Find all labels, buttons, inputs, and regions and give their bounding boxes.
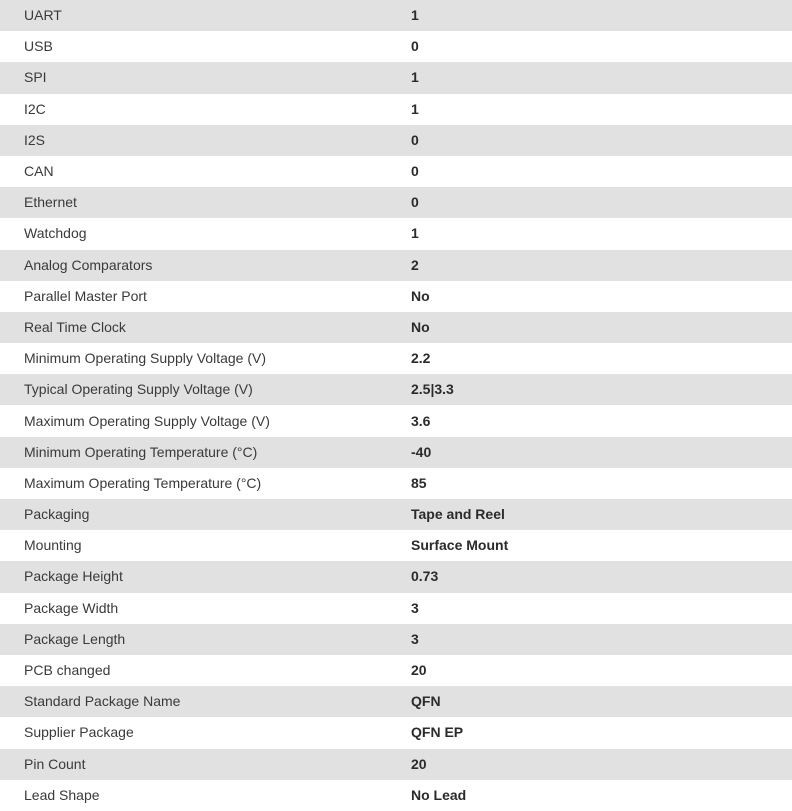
spec-value: 1 xyxy=(411,225,419,242)
spec-value: -40 xyxy=(411,443,432,460)
spec-value: 3.6 xyxy=(411,412,431,429)
spec-row xyxy=(0,312,792,343)
spec-value: QFN EP xyxy=(411,724,464,741)
spec-label: Watchdog xyxy=(24,225,87,242)
spec-value: No xyxy=(411,287,430,304)
spec-row xyxy=(0,218,792,249)
spec-value: 20 xyxy=(411,662,427,679)
spec-label: USB xyxy=(24,38,53,55)
spec-row xyxy=(0,624,792,655)
spec-row xyxy=(0,125,792,156)
spec-value: No Lead xyxy=(411,786,467,803)
spec-label: Packaging xyxy=(24,506,90,523)
spec-value: 2.5|3.3 xyxy=(411,381,454,398)
spec-label: UART xyxy=(24,7,62,24)
spec-row xyxy=(0,343,792,374)
spec-label: Minimum Operating Temperature (°C) xyxy=(24,443,258,460)
spec-value: 85 xyxy=(411,474,427,491)
spec-label: I2C xyxy=(24,100,46,117)
spec-label: Package Width xyxy=(24,599,119,616)
spec-label: Package Height xyxy=(24,568,123,585)
spec-value: 3 xyxy=(411,630,419,647)
spec-label: Typical Operating Supply Voltage (V) xyxy=(24,381,253,398)
spec-row xyxy=(0,281,792,312)
spec-value: 0 xyxy=(411,194,419,211)
spec-row xyxy=(0,499,792,530)
spec-row xyxy=(0,374,792,405)
spec-label: Minimum Operating Supply Voltage (V) xyxy=(24,350,266,367)
spec-value: 0 xyxy=(411,38,419,55)
spec-value: QFN xyxy=(411,693,441,710)
spec-label: Standard Package Name xyxy=(24,693,181,710)
spec-value: 2 xyxy=(411,256,419,273)
spec-label: Analog Comparators xyxy=(24,256,153,273)
spec-row xyxy=(0,749,792,780)
spec-row xyxy=(0,0,792,31)
spec-row xyxy=(0,250,792,281)
spec-row xyxy=(0,780,792,811)
spec-label: Real Time Clock xyxy=(24,318,126,335)
spec-label: Pin Count xyxy=(24,755,86,772)
spec-value: 3 xyxy=(411,599,419,616)
spec-value: 20 xyxy=(411,755,427,772)
spec-value: 1 xyxy=(411,7,419,24)
spec-row xyxy=(0,405,792,436)
spec-value: 1 xyxy=(411,100,419,117)
spec-row xyxy=(0,31,792,62)
spec-label: Maximum Operating Supply Voltage (V) xyxy=(24,412,270,429)
spec-row xyxy=(0,530,792,561)
spec-label: Ethernet xyxy=(24,194,77,211)
spec-row xyxy=(0,717,792,748)
spec-value: 0 xyxy=(411,131,419,148)
spec-row xyxy=(0,655,792,686)
spec-label: I2S xyxy=(24,131,46,148)
spec-value: 0 xyxy=(411,163,419,180)
spec-row xyxy=(0,94,792,125)
spec-row xyxy=(0,561,792,592)
spec-label: Supplier Package xyxy=(24,724,134,741)
spec-value: 1 xyxy=(411,69,419,86)
spec-label: Package Length xyxy=(24,630,126,647)
spec-row xyxy=(0,156,792,187)
spec-value: Surface Mount xyxy=(411,537,509,554)
spec-row xyxy=(0,437,792,468)
spec-label: Mounting xyxy=(24,537,82,554)
spec-value: 2.2 xyxy=(411,350,431,367)
spec-value: No xyxy=(411,318,430,335)
spec-label: CAN xyxy=(24,163,54,180)
spec-row xyxy=(0,187,792,218)
spec-row xyxy=(0,593,792,624)
spec-label: Maximum Operating Temperature (°C) xyxy=(24,474,262,491)
spec-label: PCB changed xyxy=(24,662,111,679)
spec-label: Lead Shape xyxy=(24,786,100,803)
spec-row xyxy=(0,686,792,717)
spec-value: Tape and Reel xyxy=(411,506,505,523)
spec-row xyxy=(0,62,792,93)
spec-label: Parallel Master Port xyxy=(24,287,147,304)
spec-label: SPI xyxy=(24,69,47,86)
spec-row xyxy=(0,468,792,499)
spec-value: 0.73 xyxy=(411,568,439,585)
